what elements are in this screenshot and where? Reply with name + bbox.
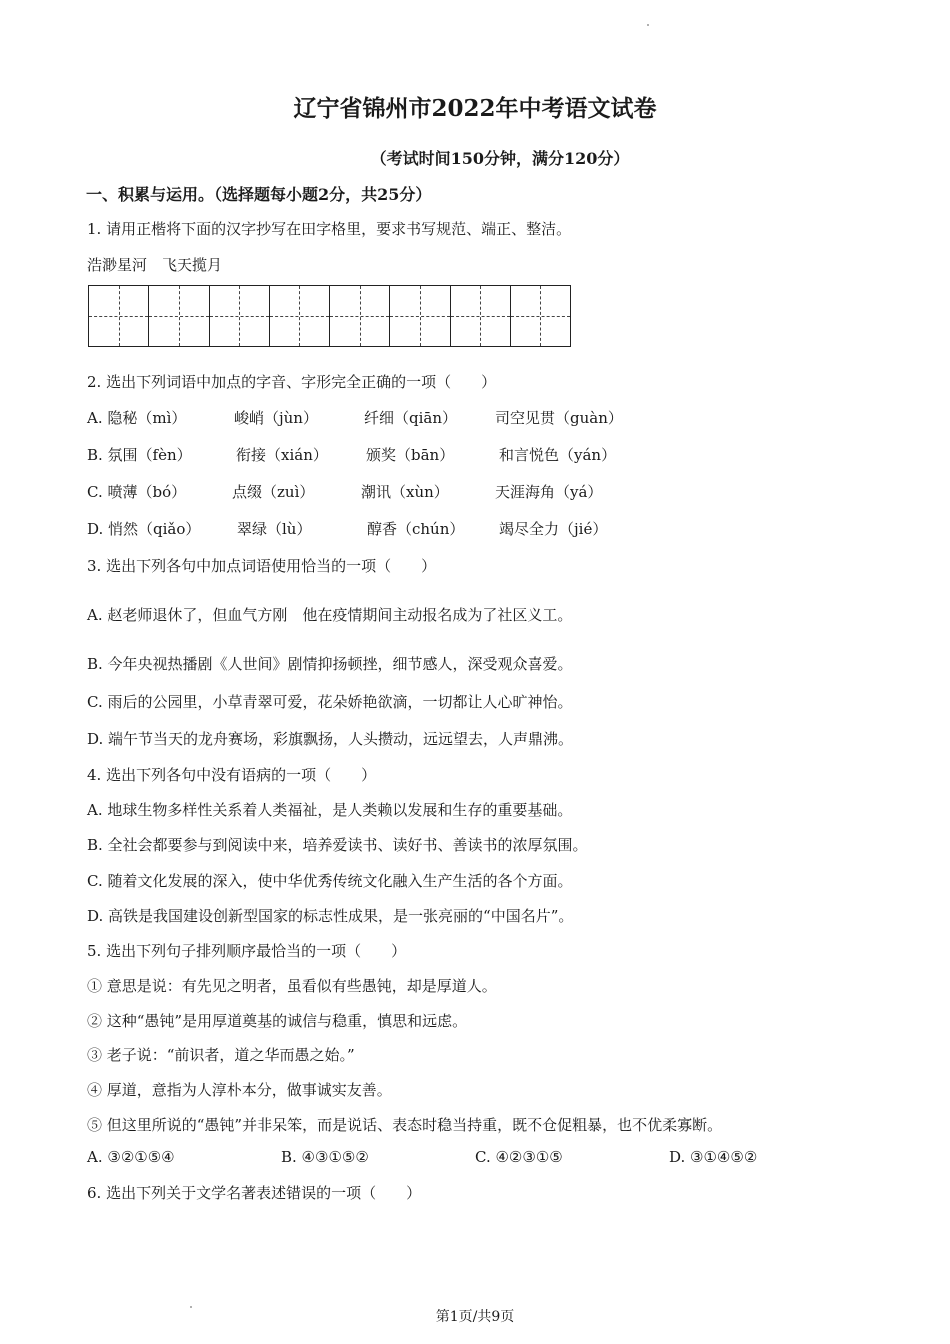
q2-option-c-1: C. 喷薄（bó） bbox=[87, 483, 187, 501]
q5-sentence-3: ③ 老子说：“前识者，道之华而愚之始。” bbox=[87, 1046, 355, 1064]
q5-sentence-4: ④ 厚道，意指为人淳朴本分，做事诚实友善。 bbox=[87, 1081, 392, 1099]
q3-option-b: B. 今年央视热播剧《人世间》剧情抑扬顿挫，细节感人，深受观众喜爱。 bbox=[87, 655, 573, 673]
exam-info: （考试时间150分钟，满分120分） bbox=[370, 149, 630, 168]
q2-option-b-2: 衔接（xián） bbox=[236, 446, 328, 464]
scan-dot bbox=[647, 24, 649, 26]
q3-option-c: C. 雨后的公园里，小草青翠可爱，花朵娇艳欲滴，一切都让人心旷神怡。 bbox=[87, 693, 573, 711]
q2-option-a-4: 司空见贯（guàn） bbox=[495, 409, 623, 427]
q2-option-a-2: 峻峭（jùn） bbox=[234, 409, 318, 427]
q5-option-a: A. ③②①⑤④ bbox=[87, 1148, 175, 1166]
question-3-stem: 3. 选出下列各句中加点词语使用恰当的一项（ ） bbox=[87, 557, 437, 575]
grid-cell[interactable] bbox=[511, 286, 570, 346]
q2-option-d-2: 翠绿（lù） bbox=[237, 520, 312, 538]
question-6-stem: 6. 选出下列关于文学名著表述错误的一项（ ） bbox=[87, 1184, 422, 1202]
q5-option-c: C. ④②③①⑤ bbox=[475, 1148, 563, 1166]
q3-option-a: A. 赵老师退休了，但血气方刚 他在疫情期间主动报名成为了社区义工。 bbox=[87, 606, 573, 624]
question-1-words: 浩渺星河 飞天揽月 bbox=[87, 256, 223, 274]
q2-option-d-3: 醇香（chún） bbox=[367, 520, 465, 538]
q2-option-a-1: A. 隐秘（mì） bbox=[87, 409, 187, 427]
q2-option-d-1: D. 悄然（qiǎo） bbox=[87, 520, 201, 538]
q5-sentence-5: ⑤ 但这里所说的“愚钝”并非呆笨，而是说话、表态时稳当持重，既不仓促粗暴，也不优柔寡断。 bbox=[87, 1116, 723, 1134]
question-4-stem: 4. 选出下列各句中没有语病的一项（ ） bbox=[87, 766, 377, 784]
q4-option-d: D. 高铁是我国建设创新型国家的标志性成果，是一张亮丽的“中国名片”。 bbox=[87, 907, 574, 925]
page-title: 辽宁省锦州市2022年中考语文试卷 bbox=[293, 95, 657, 122]
q4-option-b: B. 全社会都要参与到阅读中来，培养爱读书、读好书、善读书的浓厚氛围。 bbox=[87, 836, 588, 854]
page-number: 第1页/共9页 bbox=[435, 1309, 515, 1325]
q5-sentence-2: ② 这种“愚钝”是用厚道奠基的诚信与稳重，慎思和远虑。 bbox=[87, 1012, 468, 1030]
grid-cell[interactable] bbox=[149, 286, 209, 346]
q2-option-b-3: 颁奖（bān） bbox=[366, 446, 455, 464]
q2-option-b-1: B. 氛围（fèn） bbox=[87, 446, 192, 464]
q5-sentence-1: ① 意思是说：有先见之明者，虽看似有些愚钝，却是厚道人。 bbox=[87, 977, 497, 995]
question-5-stem: 5. 选出下列句子排列顺序最恰当的一项（ ） bbox=[87, 942, 407, 960]
q2-option-a-3: 纤细（qiān） bbox=[364, 409, 458, 427]
q3-option-d: D. 端午节当天的龙舟赛场，彩旗飘扬，人头攒动，远远望去，人声鼎沸。 bbox=[87, 730, 574, 748]
question-2-stem: 2. 选出下列词语中加点的字音、字形完全正确的一项（ ） bbox=[87, 373, 497, 391]
q2-option-b-4: 和言悦色（yán） bbox=[499, 446, 617, 464]
q2-option-c-4: 天涯海角（yá） bbox=[495, 483, 603, 501]
q4-option-c: C. 随着文化发展的深入，使中华优秀传统文化融入生产生活的各个方面。 bbox=[87, 872, 573, 890]
q4-option-a: A. 地球生物多样性关系着人类福祉，是人类赖以发展和生存的重要基础。 bbox=[87, 801, 573, 819]
q2-option-d-4: 竭尽全力（jié） bbox=[499, 520, 608, 538]
grid-cell[interactable] bbox=[210, 286, 270, 346]
tianzige-grid[interactable] bbox=[88, 285, 571, 347]
q5-option-b: B. ④③①⑤② bbox=[281, 1148, 369, 1166]
q5-option-d: D. ③①④⑤② bbox=[669, 1148, 758, 1166]
grid-cell[interactable] bbox=[270, 286, 330, 346]
grid-cell[interactable] bbox=[89, 286, 149, 346]
q2-option-c-2: 点缀（zuì） bbox=[232, 483, 315, 501]
q2-option-c-3: 潮讯（xùn） bbox=[361, 483, 449, 501]
grid-cell[interactable] bbox=[330, 286, 390, 346]
grid-cell[interactable] bbox=[390, 286, 450, 346]
section-heading: 一、积累与运用。（选择题每小题2分，共25分） bbox=[86, 185, 432, 204]
question-1-stem: 1. 请用正楷将下面的汉字抄写在田字格里，要求书写规范、端正、整洁。 bbox=[87, 220, 572, 238]
grid-cell[interactable] bbox=[451, 286, 511, 346]
